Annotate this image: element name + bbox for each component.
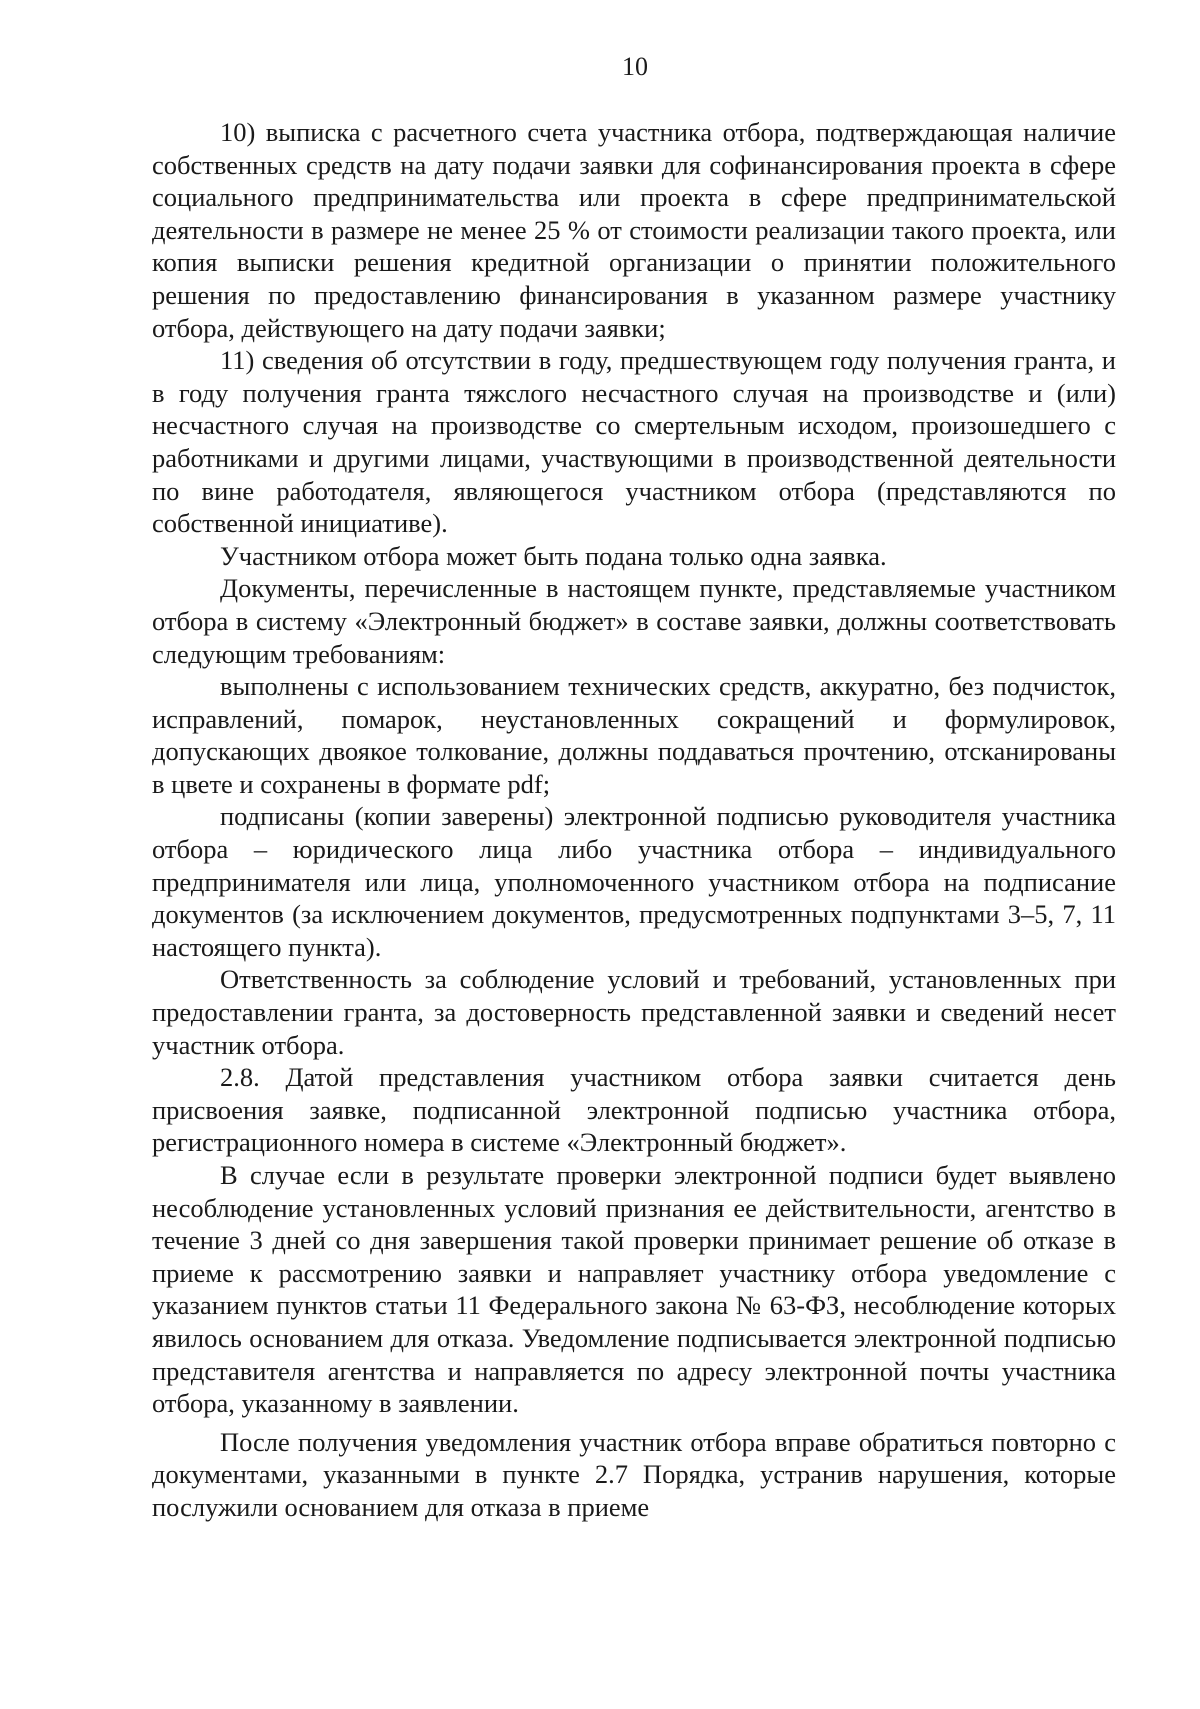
paragraph-single-application: Участником отбора может быть подана только одна заявка. xyxy=(220,540,887,571)
paragraph-responsibility: Ответственность за соблюдение условий и требований, установленных при предоставлении гранта, за достоверность представленной заявки и сведений несет участник отбора. xyxy=(152,964,1116,1060)
paragraph-section-2-8: 2.8. Датой представления участником отбора заявки считается день присвоения заявке, подписанной электронной подписью участника отбора, регистрационного номера в системе «Электронный бюджет». xyxy=(152,1062,1116,1158)
paragraph-signature-check: В случае если в результате проверки электронной подписи будет выявлено несоблюдение установленных условий признания ее действительности, агентство в течение 3 дней со дня завершения такой проверки принимает решение об отказе в приеме к рассмотрению заявки и направляет участнику отбора уведомление с указанием пунктов статьи 11 Федерального закона № 63-ФЗ, несоблюдение которых явилось основанием для отказа. Уведомление подписывается электронной подписью представителя агентства и направляется по адресу электронной почты участника отбора, указанному в заявлении. xyxy=(152,1160,1116,1419)
paragraph-document-requirements: Документы, перечисленные в настоящем пункте, представляемые участником отбора в систему «Электронный бюджет» в составе заявки, должны соответствовать следующим требованиям: xyxy=(152,573,1116,669)
paragraph-resubmission: После получения уведомления участник отбора вправе обратиться повторно с документами, указанными в пункте 2.7 Порядка, устранив нарушения, которые послужили основанием для отказа в приеме xyxy=(152,1426,1116,1522)
paragraph-requirement-signature: подписаны (копии заверены) электронной подписью руководителя участника отбора – юридического лица либо участника отбора – индивидуального предпринимателя или лица, уполномоченного участником отбора на подписание документов (за исключением документов, предусмотренных подпунктами 3–5, 7, 11 настоящего пункта). xyxy=(152,801,1116,962)
page-number: 10 xyxy=(622,52,648,81)
paragraph-item-10: 10) выписка с расчетного счета участника отбора, подтверждающая наличие собственных средств на дату подачи заявки для софинансирования проекта в сфере социального предпринимательства или проекта в сфере предпринимательской деятельности в размере не менее 25 % от стоимости реализации такого проекта, или копия выписки решения кредитной организации о принятии положительного решения по предоставлению финансирования в указанном размере участнику отбора, действующего на дату подачи заявки; xyxy=(152,117,1116,343)
paragraph-requirement-technical: выполнены с использованием технических средств, аккуратно, без подчисток, исправлений, помарок, неустановленных сокращений и формулировок, допускающих двоякое толкование, должны поддаваться прочтению, отсканированы в цвете и сохранены в формате pdf; xyxy=(152,671,1116,799)
paragraph-item-11: 11) сведения об отсутствии в году, предшествующем году получения гранта, и в году получения гранта тяжслого несчастного случая на производстве и (или) несчастного случая на производстве со смертельным исходом, произошедшего с работниками и другими лицами, участвующими в производственной деятельности по вине работодателя, являющегося участником отбора (представляются по собственной инициативе). xyxy=(152,345,1116,539)
document-body xyxy=(152,116,1116,1524)
